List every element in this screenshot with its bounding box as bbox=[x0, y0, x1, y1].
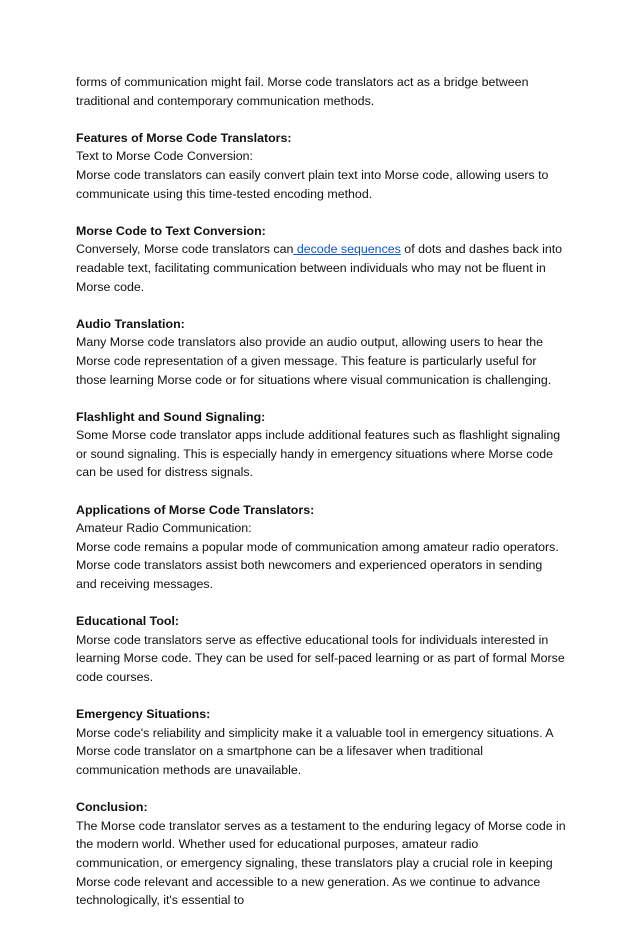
morse-to-text-text-before: Conversely, Morse code translators can bbox=[76, 242, 294, 257]
conclusion-text: The Morse code translator serves as a testament to the enduring legacy of Morse code in the modern world. Whether used for educational purposes, amateur radio communication, or emergency signaling, these translators play a crucial role in keeping Morse code relevant and accessible to a new generation. As we continue to advance technologically, it's essential to bbox=[76, 818, 566, 908]
emergency-heading: Emergency Situations: bbox=[76, 707, 211, 722]
conclusion-section bbox=[76, 798, 566, 910]
decode-sequences-link[interactable]: decode sequences bbox=[293, 242, 401, 257]
features-section bbox=[76, 129, 566, 203]
audio-section bbox=[76, 315, 566, 389]
features-text: Morse code translators can easily convert plain text into Morse code, allowing users to communicate using this time-tested encoding method. bbox=[76, 167, 549, 201]
conclusion-heading: Conclusion: bbox=[76, 800, 148, 815]
educational-text: Morse code translators serve as effective educational tools for individuals interested in learning Morse code. They can be used for self-paced learning or as part of formal Morse code courses. bbox=[76, 632, 565, 684]
morse-to-text-text-after: of dots and dashes back into readable text, facilitating communication between individuals who may not be fluent in Morse code. bbox=[76, 242, 563, 294]
emergency-text: Morse code's reliability and simplicity make it a valuable tool in emergency situations. A Morse code translator on a smartphone can be a lifesaver when traditional communication methods are unavailable. bbox=[76, 725, 553, 777]
emergency-section bbox=[76, 705, 566, 779]
applications-subheading: Amateur Radio Communication: bbox=[76, 521, 252, 536]
intro-paragraph: forms of communication might fail. Morse code translators act as a bridge between traditional and contemporary communication methods. bbox=[76, 75, 529, 108]
applications-text: Morse code remains a popular mode of communication among amateur radio operators. Morse code translators assist both newcomers and experienced operators in sending and receiving messages. bbox=[76, 539, 559, 592]
applications-section bbox=[76, 501, 566, 594]
morse-to-text-section bbox=[76, 222, 566, 296]
flashlight-section bbox=[76, 408, 566, 482]
audio-text: Many Morse code translators also provide an audio output, allowing users to hear the Morse code representation of a given message. This feature is particularly useful for those learning Morse code or for situations where visual communication is challenging. bbox=[76, 335, 552, 387]
audio-heading: Audio Translation: bbox=[76, 316, 185, 331]
educational-heading: Educational Tool: bbox=[76, 614, 180, 629]
flashlight-text: Some Morse code translator apps include additional features such as flashlight signaling or sound signaling. This is especially handy in emergency situations where Morse code can be used for distress signals. bbox=[76, 428, 561, 480]
applications-heading: Applications of Morse Code Translators: bbox=[76, 502, 315, 517]
features-heading: Features of Morse Code Translators: bbox=[76, 130, 292, 145]
morse-to-text-heading: Morse Code to Text Conversion: bbox=[76, 223, 266, 238]
educational-section bbox=[76, 612, 566, 686]
features-subheading: Text to Morse Code Conversion: bbox=[76, 149, 253, 164]
document-page bbox=[76, 73, 566, 928]
flashlight-heading: Flashlight and Sound Signaling: bbox=[76, 409, 266, 424]
